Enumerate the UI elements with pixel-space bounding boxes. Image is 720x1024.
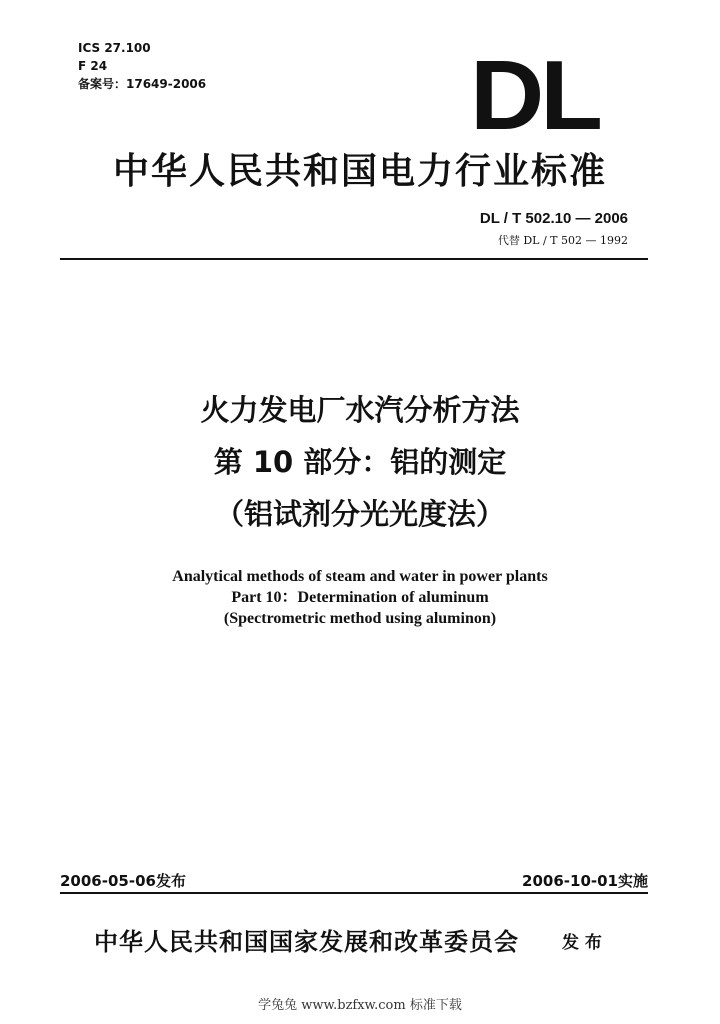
replaces-standard: 代替 DL / T 502 — 1992 [497,234,628,247]
standard-number: DL / T 502.10 — 2006 [479,210,628,227]
title-en-line1: Analytical methods of steam and water in power plants [172,568,548,585]
issue-label: 发 布 [562,933,602,953]
effective-date: 2006-10-01实施 [522,872,648,890]
publish-date: 2006-05-06发布 [60,872,186,890]
title-en-line3: (Spectrometric method using aluminon) [223,610,497,627]
issuing-authority: 中华人民共和国国家发展和改革委员会 [94,927,519,956]
ccs-code: F 24 [78,59,108,73]
org-title: 中华人民共和国电力行业标准 [112,150,607,192]
title-cn-line1: 火力发电厂水汽分析方法 [200,393,520,427]
dl-logo: DL [470,40,599,150]
ics-code: ICS 27.100 [78,41,151,55]
title-cn-line2: 第 10 部分：铝的测定 [213,445,507,479]
title-en-line2: Part 10：Determination of aluminum [231,589,489,606]
title-cn-line3: （铝试剂分光光度法） [214,497,505,531]
header-rule [60,258,648,260]
watermark-text: 学兔兔 www.bzfxw.com 标准下载 [258,998,462,1013]
filing-number: 备案号：17649-2006 [78,77,207,91]
footer-rule [60,892,648,894]
